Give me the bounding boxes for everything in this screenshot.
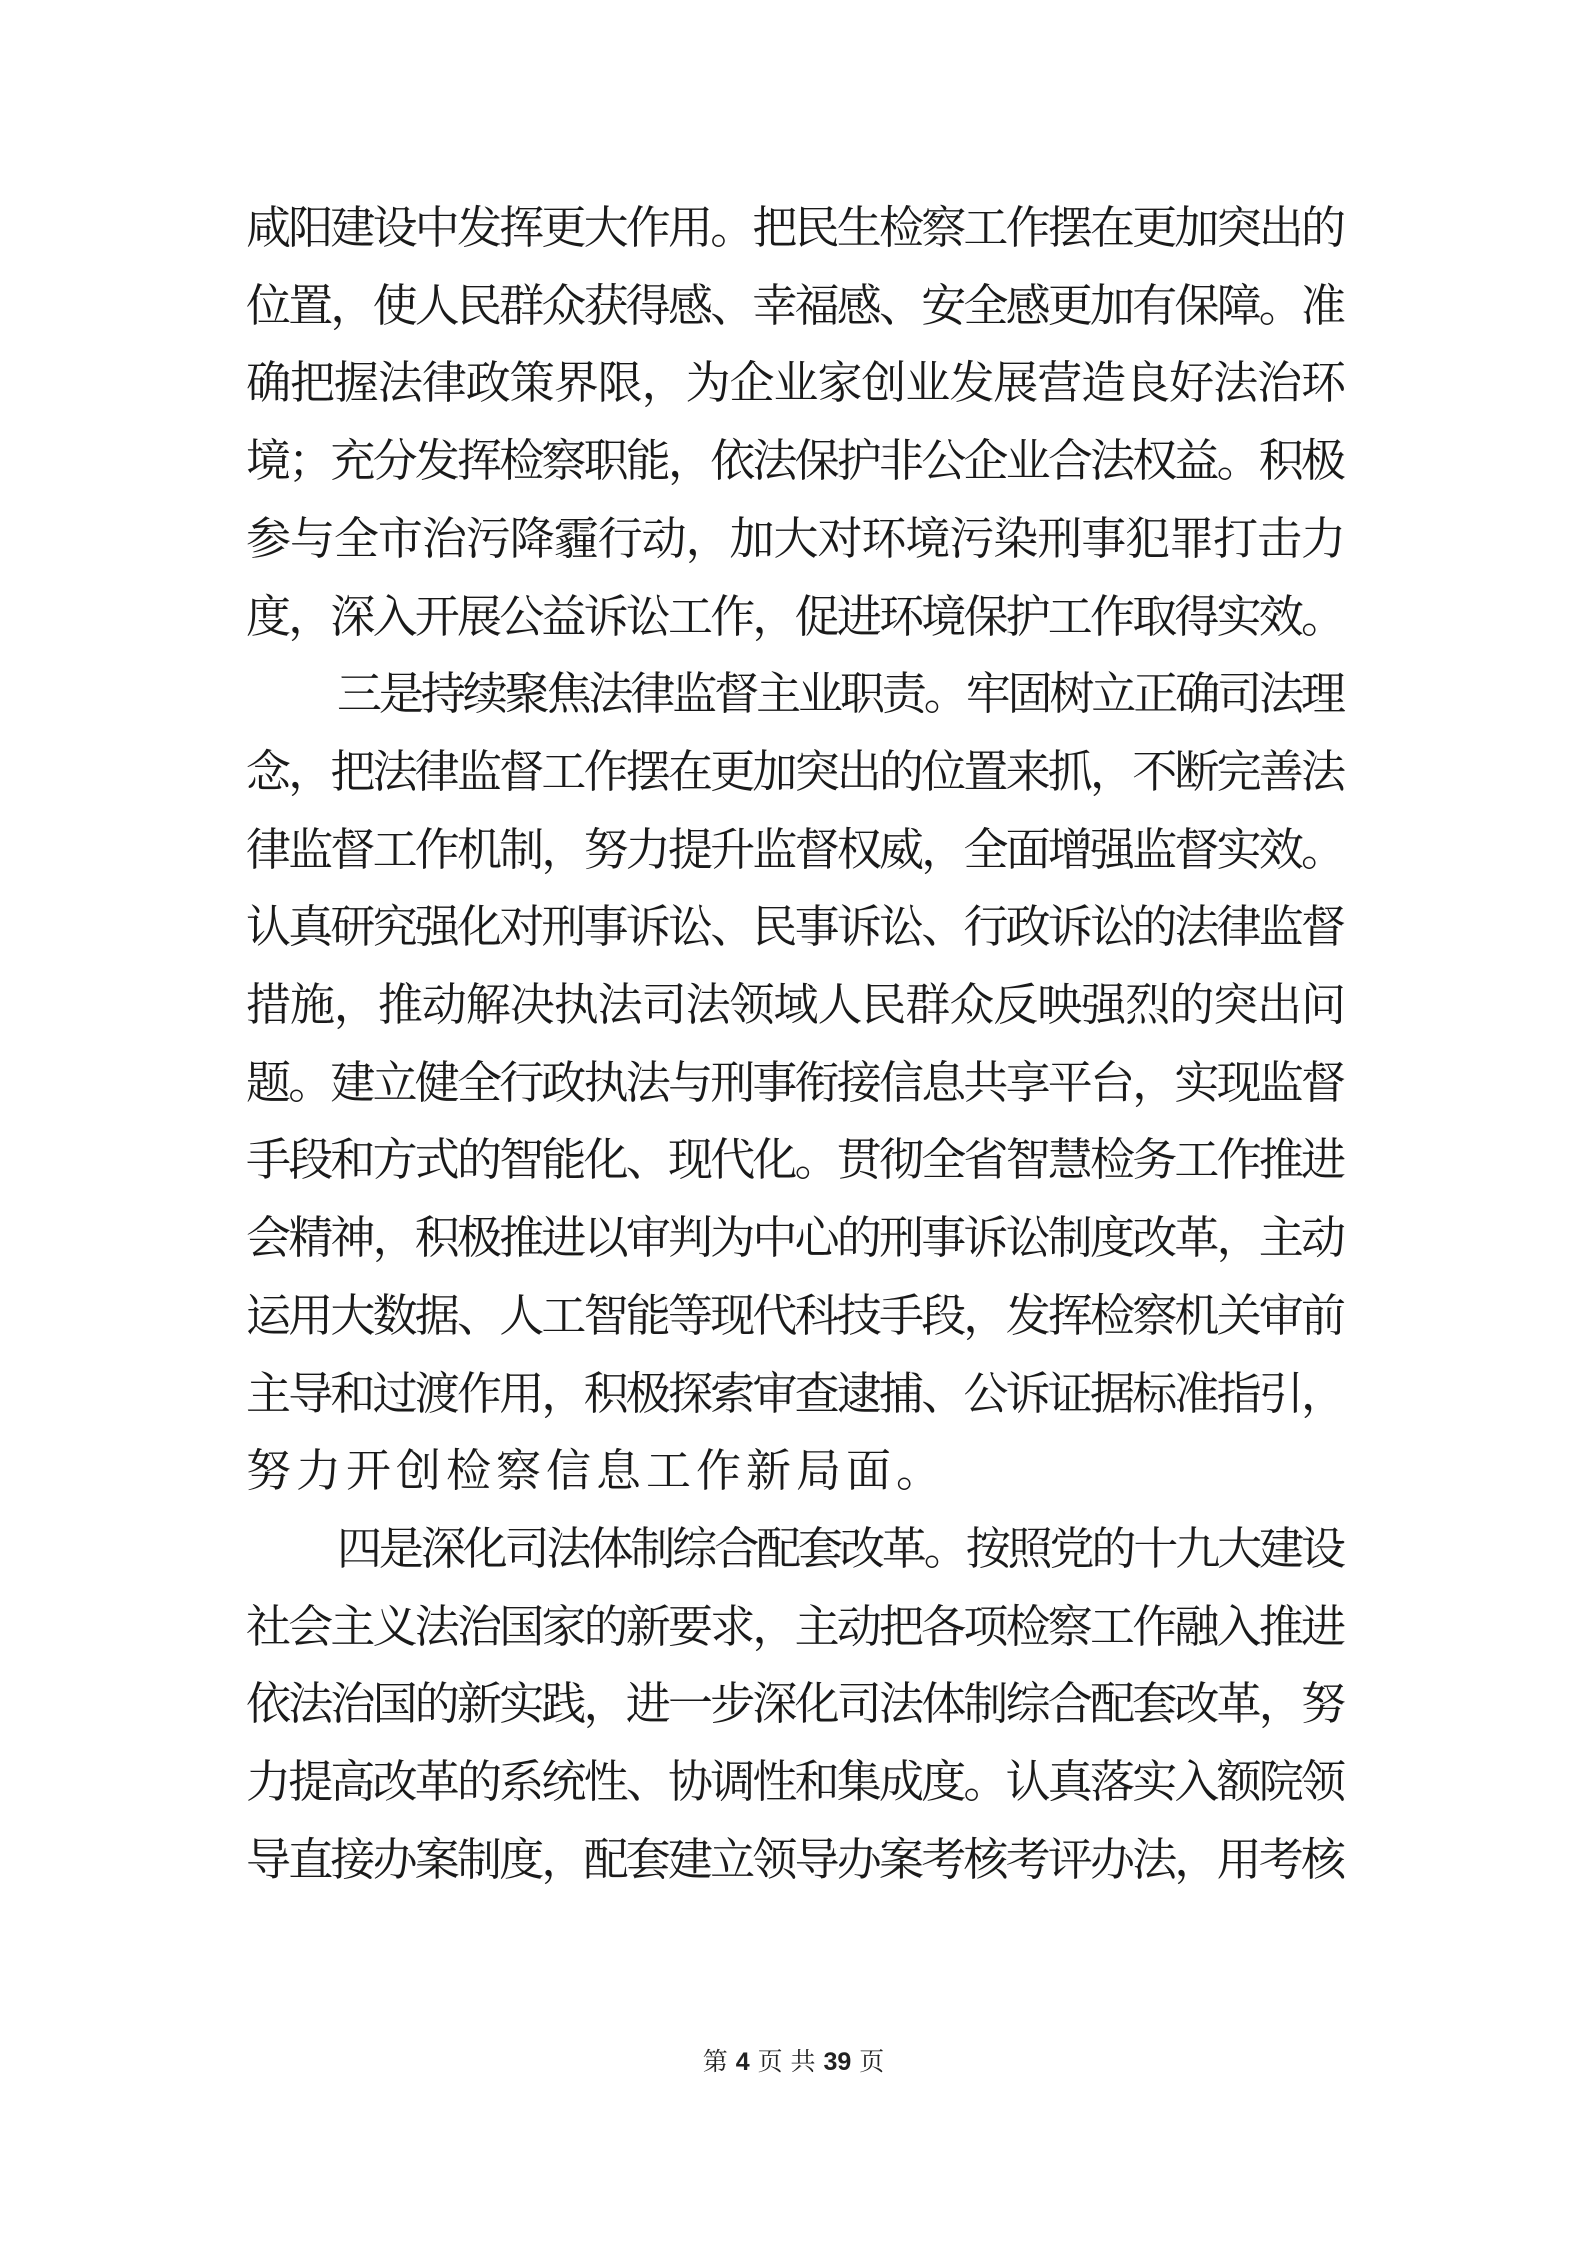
footer-prefix: 第: [702, 2047, 728, 2076]
footer-suffix: 页: [859, 2047, 885, 2076]
text-line: 社会主义法治国家的新要求，主动把各项检察工作融入推进: [246, 1600, 1344, 1653]
text-line: 参与全市治污降霾行动，加大对环境污染刑事犯罪打击力: [246, 512, 1345, 565]
text-line: 咸阳建设中发挥更大作用。把民生检察工作摆在更加突出的: [246, 201, 1344, 254]
footer-middle: 页 共: [757, 2047, 816, 2076]
text-line: 努力开创检察信息工作新局面。: [246, 1444, 947, 1497]
total-page-count: 39: [823, 2048, 852, 2076]
text-line: 认真研究强化对刑事诉讼、民事诉讼、行政诉讼的法律监督: [246, 900, 1344, 953]
text-line: 三是持续聚焦法律监督主业职责。牢固树立正确司法理: [337, 667, 1343, 720]
current-page-number: 4: [735, 2048, 750, 2076]
text-line: 会精神，积极推进以审判为中心的刑事诉讼制度改革，主动: [246, 1211, 1344, 1264]
text-line: 运用大数据、人工智能等现代科技手段，发挥检察机关审前: [246, 1289, 1344, 1342]
text-line: 位置，使人民群众获得感、幸福感、安全感更加有保障。准: [246, 279, 1344, 332]
text-line: 度，深入开展公益诉讼工作，促进环境保护工作取得实效。: [246, 590, 1344, 643]
text-line: 力提高改革的系统性、协调性和集成度。认真落实入额院领: [246, 1755, 1344, 1808]
text-line: 四是深化司法体制综合配套改革。按照党的十九大建设: [337, 1522, 1343, 1575]
text-line: 主导和过渡作用，积极探索审查逮捕、公诉证据标准指引，: [246, 1367, 1344, 1420]
text-line: 题。建立健全行政执法与刑事衔接信息共享平台，实现监督: [246, 1056, 1344, 1109]
text-line: 境；充分发挥检察职能，依法保护非公企业合法权益。积极: [246, 434, 1344, 487]
text-line: 念，把法律监督工作摆在更加突出的位置来抓，不断完善法: [246, 745, 1344, 798]
text-line: 手段和方式的智能化、现代化。贯彻全省智慧检务工作推进: [246, 1133, 1344, 1186]
text-line: 律监督工作机制，努力提升监督权威，全面增强监督实效。: [246, 823, 1344, 876]
text-line: 依法治国的新实践，进一步深化司法体制综合配套改革，努: [246, 1677, 1344, 1730]
text-line: 导直接办案制度，配套建立领导办案考核考评办法，用考核: [246, 1833, 1344, 1886]
page-footer: [0, 2042, 1587, 2078]
text-line: 确把握法律政策界限，为企业家创业发展营造良好法治环: [246, 356, 1345, 409]
text-line: 措施，推动解决执法司法领域人民群众反映强烈的突出问: [246, 978, 1345, 1031]
